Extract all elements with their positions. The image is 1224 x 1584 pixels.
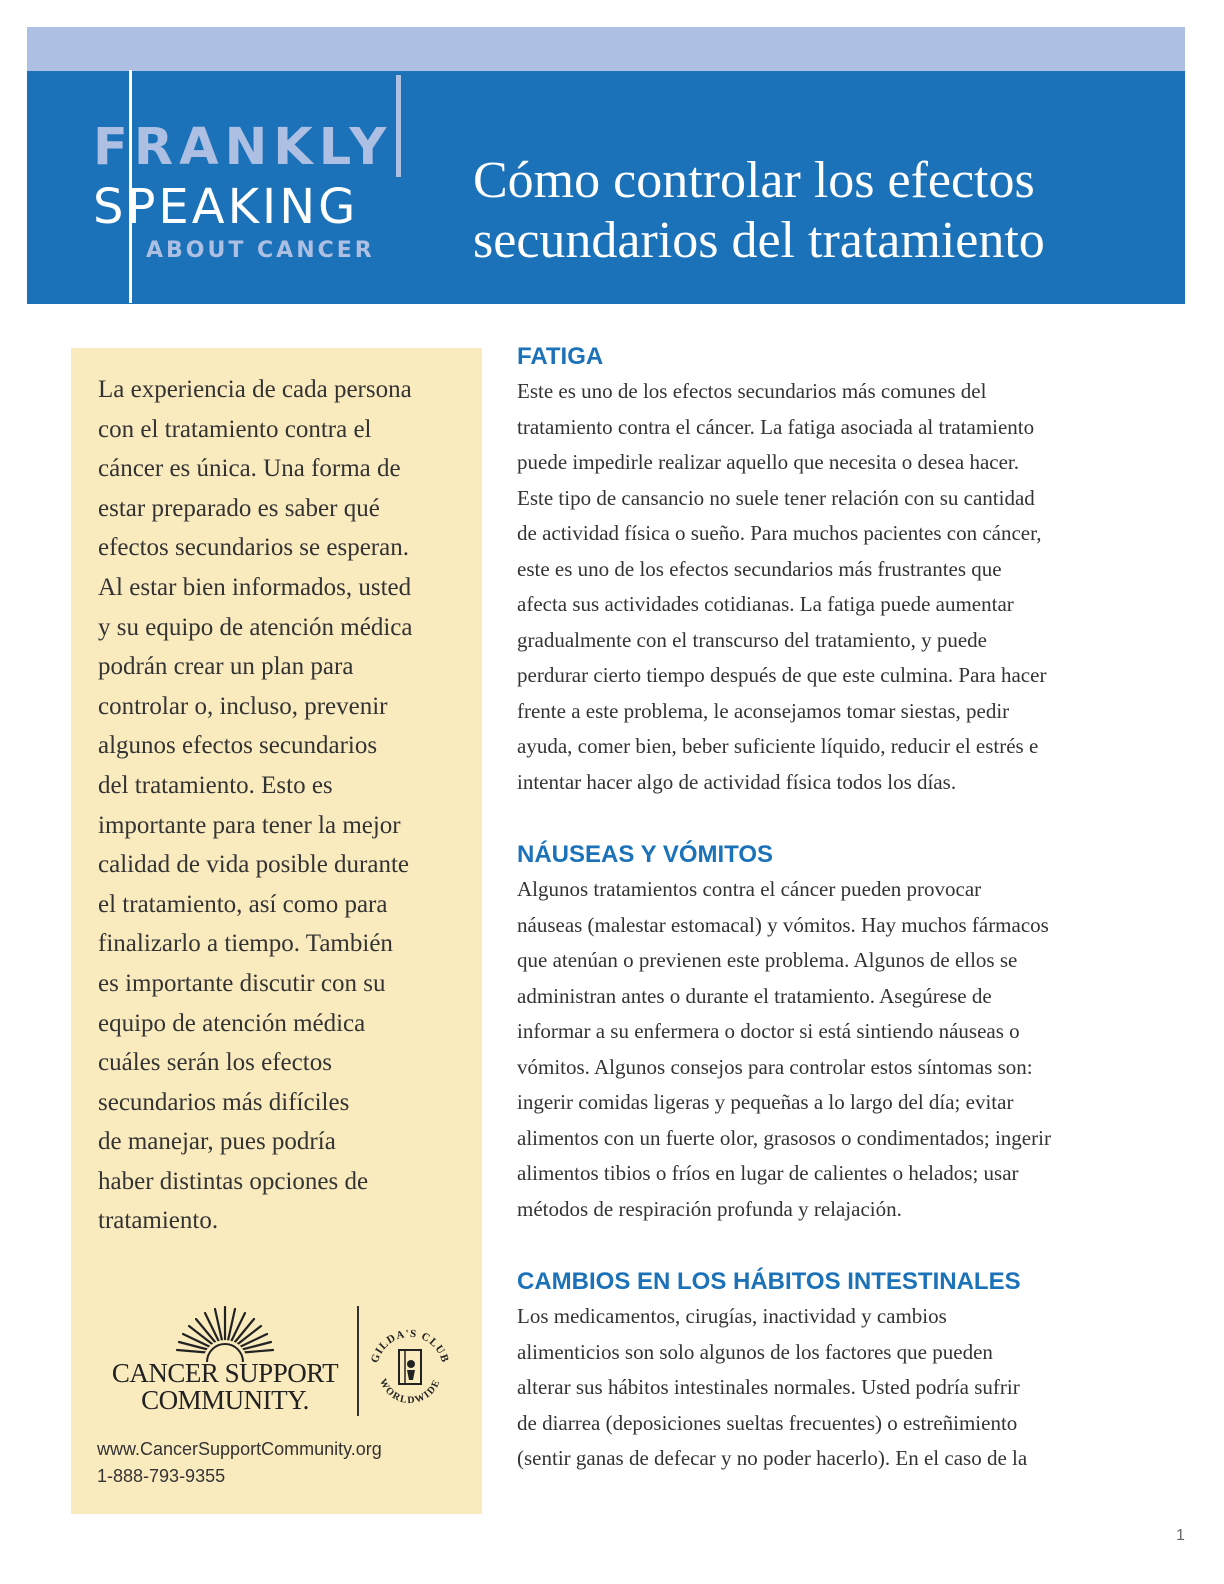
intro-line: podrán crear un plan para bbox=[98, 653, 354, 681]
intro-line: equipo de atención médica bbox=[98, 1009, 366, 1037]
svg-text:GILDA'S CLUB: GILDA'S CLUB bbox=[368, 1327, 452, 1365]
page-title-line: Cómo controlar los efectos bbox=[473, 152, 1035, 209]
body-line: este es uno de los efectos secundarios más frustrantes que bbox=[517, 556, 1002, 581]
cancer-support-community-logo bbox=[95, 1306, 455, 1426]
body-line: de diarrea (deposiciones sueltas frecuentes) o estreñimiento bbox=[517, 1410, 1018, 1435]
body-line: Este es uno de los efectos secundarios más comunes del bbox=[517, 379, 987, 403]
org-name-line: COMMUNITY. bbox=[141, 1385, 309, 1415]
intro-line: calidad de vida posible durante bbox=[98, 851, 409, 879]
section-heading-cambios-intestinales: CAMBIOS EN LOS HÁBITOS INTESTINALES bbox=[517, 1268, 1021, 1295]
body-line: Este tipo de cansancio no suele tener relación con su cantidad bbox=[517, 485, 1035, 510]
intro-line: Al estar bien informados, usted bbox=[98, 573, 412, 601]
intro-line: secundarios más difíciles bbox=[98, 1088, 350, 1116]
body-line: tratamiento contra el cáncer. La fatiga asociada al tratamiento bbox=[517, 414, 1035, 439]
header-banner bbox=[27, 71, 1185, 304]
body-line: administran antes o durante el tratamiento. Asegúrese de bbox=[517, 983, 992, 1008]
sunburst-icon bbox=[95, 1306, 355, 1362]
page-number: 1 bbox=[1176, 1527, 1185, 1544]
body-line: afecta sus actividades cotidianas. La fatiga puede aumentar bbox=[517, 592, 1014, 616]
body-line: alimentos tibios o fríos en lugar de calientes o helados; usar bbox=[517, 1161, 1019, 1185]
section-body-nauseas bbox=[517, 872, 1157, 1227]
intro-line: del tratamiento. Esto es bbox=[98, 771, 333, 799]
intro-line: cuáles serán los efectos bbox=[98, 1049, 332, 1077]
body-line: perdurar cierto tiempo después de que este culmina. Para hacer bbox=[517, 663, 1047, 687]
body-line: alterar sus hábitos intestinales normales. Usted podría sufrir bbox=[517, 1375, 1020, 1399]
intro-line: y su equipo de atención médica bbox=[98, 613, 413, 641]
frankly-speaking-logo bbox=[27, 71, 447, 304]
body-line: métodos de respiración profunda y relajación. bbox=[517, 1196, 902, 1221]
contact-info bbox=[97, 1436, 382, 1490]
main-content bbox=[517, 340, 1157, 1477]
body-line: intentar hacer algo de actividad física todos los días. bbox=[517, 769, 957, 794]
logo-divider bbox=[357, 1306, 359, 1416]
page-title bbox=[473, 151, 1173, 271]
intro-line: es importante discutir con su bbox=[98, 969, 386, 997]
body-line: frente a este problema, le aconsejamos tomar siestas, pedir bbox=[517, 698, 1010, 723]
body-line: náuseas (malestar estomacal) y vómitos. Hay muchos fármacos bbox=[517, 912, 1049, 937]
org-name bbox=[95, 1360, 355, 1414]
intro-sidebar bbox=[71, 348, 482, 1514]
intro-line: estar preparado es saber qué bbox=[98, 494, 380, 522]
svg-text:WORLDWIDE: WORLDWIDE bbox=[376, 1377, 443, 1407]
intro-line: tratamiento. bbox=[98, 1207, 219, 1235]
section-heading-fatiga: FATIGA bbox=[517, 343, 604, 370]
intro-line: el tratamiento, así como para bbox=[98, 890, 388, 918]
section-body-cambios-intestinales bbox=[517, 1299, 1157, 1477]
gildas-club-seal-icon bbox=[365, 1322, 455, 1412]
top-band bbox=[27, 27, 1185, 71]
intro-line: efectos secundarios se esperan. bbox=[98, 534, 409, 562]
org-name-line: CANCER SUPPORT bbox=[111, 1358, 339, 1388]
intro-text bbox=[98, 370, 468, 1241]
body-line: Los medicamentos, cirugías, inactividad y cambios bbox=[517, 1304, 947, 1328]
body-line: puede impedirle realizar aquello que necesita o desea hacer. bbox=[517, 450, 1019, 474]
intro-line: controlar o, incluso, prevenir bbox=[98, 692, 388, 720]
body-line: alimenticios son solo algunos de los factores que pueden bbox=[517, 1339, 993, 1364]
body-line: ayuda, comer bien, beber suficiente líquido, reducir el estrés e bbox=[517, 734, 1039, 758]
body-line: (sentir ganas de defecar y no poder hacerlo). En el caso de la bbox=[517, 1446, 1028, 1470]
page-title-line: secundarios del tratamiento bbox=[473, 212, 1045, 269]
body-line: de actividad física o sueño. Para muchos pacientes con cáncer, bbox=[517, 521, 1042, 545]
intro-line: cáncer es única. Una forma de bbox=[98, 455, 401, 483]
body-line: gradualmente con el transcurso del tratamiento, y puede bbox=[517, 627, 987, 652]
intro-line: haber distintas opciones de bbox=[98, 1167, 369, 1195]
phone-number: 1-888-793-9355 bbox=[97, 1466, 226, 1486]
logo-frankly-text: FRANKLY bbox=[93, 119, 392, 177]
body-line: alimentos con un fuerte olor, grasosos o condimentados; ingerir bbox=[517, 1125, 1051, 1150]
body-line: Algunos tratamientos contra el cáncer pueden provocar bbox=[517, 877, 982, 901]
intro-line: con el tratamiento contra el bbox=[98, 415, 372, 443]
logo-l-stroke bbox=[396, 75, 401, 177]
section-heading-nauseas: NÁUSEAS Y VÓMITOS bbox=[517, 841, 774, 868]
website-link[interactable]: www.CancerSupportCommunity.org bbox=[97, 1439, 382, 1459]
intro-line: La experiencia de cada persona bbox=[98, 376, 412, 403]
intro-line: importante para tener la mejor bbox=[98, 811, 401, 839]
intro-line: de manejar, pues podría bbox=[98, 1128, 336, 1156]
body-line: ingerir comidas ligeras y pequeñas a lo largo del día; evitar bbox=[517, 1090, 1014, 1114]
intro-line: finalizarlo a tiempo. También bbox=[98, 930, 393, 958]
body-line: informar a su enfermera o doctor si está sintiendo náuseas o bbox=[517, 1019, 1020, 1043]
body-line: vómitos. Algunos consejos para controlar estos síntomas son: bbox=[517, 1054, 1033, 1079]
logo-about-cancer-text: ABOUT CANCER bbox=[146, 238, 375, 263]
logo-speaking-text: SPEAKING bbox=[93, 179, 359, 235]
body-line: que atenúan o previenen este problema. Algunos de ellos se bbox=[517, 948, 1018, 972]
intro-line: algunos efectos secundarios bbox=[98, 732, 378, 760]
section-body-fatiga bbox=[517, 374, 1157, 800]
